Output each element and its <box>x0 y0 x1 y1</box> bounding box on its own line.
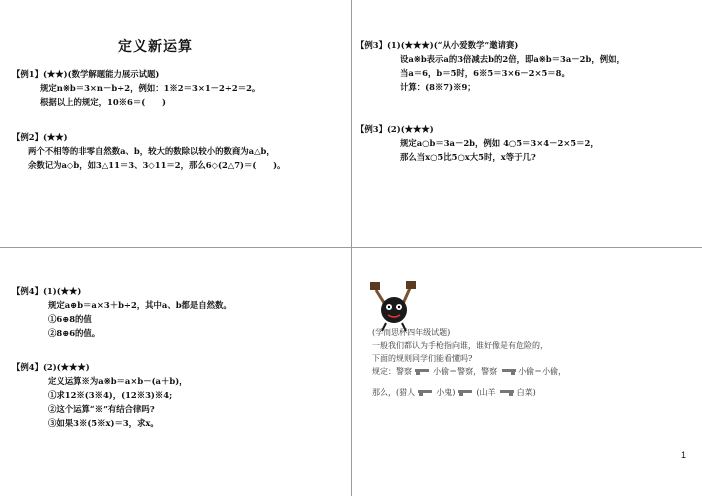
example-2 <box>12 130 285 172</box>
example-3-1-line1: 设a※b表示a的3倍减去b的2倍，即a※b＝3a－2b，例如， <box>400 54 625 64</box>
example-2-line1: 两个不相等的非零自然数a、b，较大的数除以较小的数商为a△b， <box>28 146 275 156</box>
pistol-icon <box>415 369 431 375</box>
pistol-icon <box>500 369 516 375</box>
example-4-2-line1: 定义运算※为a※b＝a×b－(a＋b)， <box>48 376 188 386</box>
puzzle-line4-c: 小偷＝小偷， <box>518 367 567 376</box>
example-3-2-head: 【例3】(2)(★★★) <box>356 124 434 134</box>
pistol-icon <box>458 390 474 396</box>
puzzle-line4-a: 规定：警察 <box>372 367 412 376</box>
puzzle-line3: 下面的规则同学们能看懂吗? <box>372 354 473 363</box>
example-4-2-line4: ③如果3※(5※x)＝3，求x。 <box>48 418 159 428</box>
example-1-head: 【例1】(★★)(数学解题能力展示试题) <box>12 69 160 79</box>
example-4-1 <box>12 284 232 340</box>
example-3-2 <box>356 122 599 164</box>
example-3-1 <box>356 38 625 94</box>
example-4-2-line2: ①求12※(3※4)，(12※3)※4; <box>48 390 173 400</box>
example-3-2-line1: 规定a○b＝3a－2b，例如 4○5＝3×4－2×5＝2， <box>400 138 599 148</box>
puzzle-source: (学而思杯四年级试题) <box>372 328 451 337</box>
example-4-1-line1: 规定a⊕b＝a×3＋b÷2，其中a、b都是自然数。 <box>48 300 232 310</box>
example-2-head: 【例2】(★★) <box>12 132 68 142</box>
example-1-line2: 根据以上的规定，10※6＝( ) <box>40 97 166 107</box>
example-1 <box>12 67 260 109</box>
puzzle-line5 <box>372 386 566 399</box>
vertical-divider <box>351 0 352 496</box>
example-4-1-head: 【例4】(1)(★★) <box>12 286 82 296</box>
pistol-icon <box>418 390 434 396</box>
puzzle-line2: 一般我们都认为手枪指向谁，谁好像是有危险的， <box>372 341 548 350</box>
puzzle-line4-b: 小偷＝警察，警察 <box>433 367 498 376</box>
pistol-icon <box>498 390 514 396</box>
example-3-2-line2: 那么当x○5比5○x大5时，x等于几? <box>400 152 536 162</box>
example-3-1-line2: 当a＝6，b＝5时，6※5＝3×6－2×5＝8。 <box>400 68 570 78</box>
example-4-1-line2: ①6⊕8的值 <box>48 314 92 324</box>
example-4-2 <box>12 360 188 430</box>
page-title: 定义新运算 <box>118 39 193 55</box>
horizontal-divider <box>0 247 702 248</box>
puzzle-line5-d: 白菜) <box>516 388 536 397</box>
example-3-1-line3: 计算：(8※7)※9； <box>400 82 476 92</box>
example-1-line1: 规定n※b＝3×n－b÷2，例如：1※2＝3×1－2÷2＝2。 <box>40 83 261 93</box>
puzzle-line5-a: 那么，(猎人 <box>372 388 416 397</box>
puzzle-line5-c: (山羊 <box>476 388 496 397</box>
example-2-line2: 余数记为a◇b，如3△11＝3、3◇11＝2，那么6◇(2△7)＝( )。 <box>28 160 286 170</box>
puzzle-text <box>372 326 566 399</box>
cartoon-figure-illustration <box>366 278 422 332</box>
example-4-2-line3: ②这个运算“※”有结合律吗? <box>48 404 155 414</box>
example-4-2-head: 【例4】(2)(★★★) <box>12 362 90 372</box>
page-number: 1 <box>680 450 686 460</box>
example-3-1-head: 【例3】(1)(★★★)(“从小爱数学”邀请赛) <box>356 40 519 50</box>
puzzle-line4 <box>372 365 566 378</box>
puzzle-line5-b: 小鬼) <box>436 388 456 397</box>
example-4-1-line3: ②8⊕6的值。 <box>48 328 101 338</box>
